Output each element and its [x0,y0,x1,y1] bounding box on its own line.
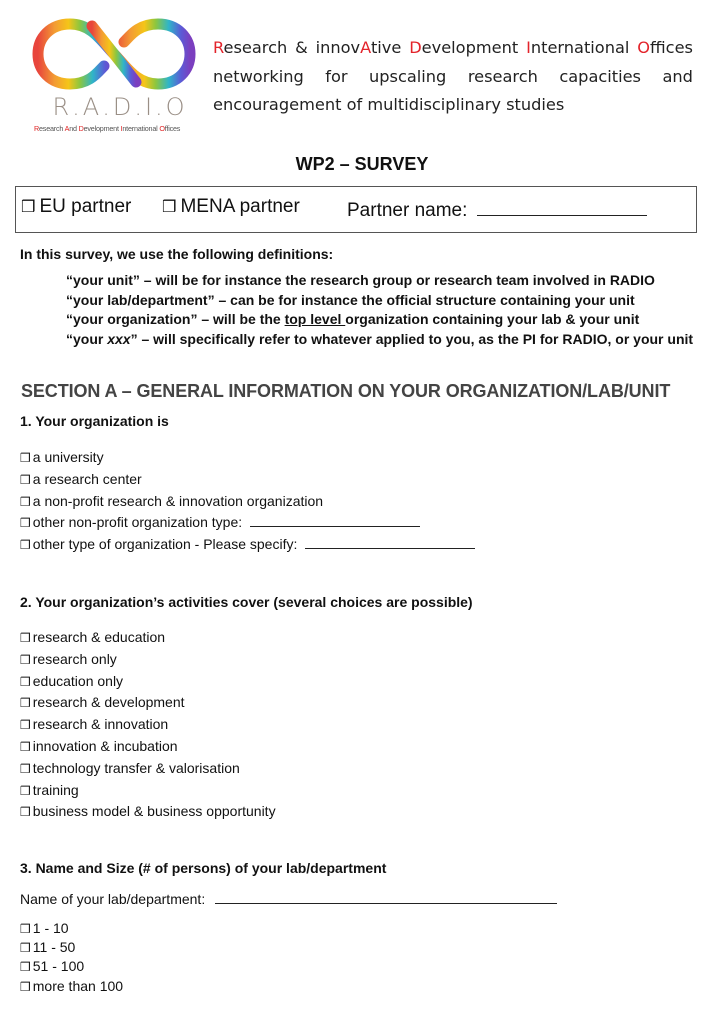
definition-item [66,310,693,330]
option-label: other type of organization - Please specify: [32,536,298,553]
eu-partner-checkbox[interactable] [21,196,131,218]
checkbox-option[interactable] [20,736,276,758]
checkbox-icon: ❒ [20,472,31,487]
tagline-initial: R [213,38,224,57]
checkbox-option[interactable] [20,977,123,996]
question-3-label: 3. Name and Size (# of persons) of your lab/department [20,860,387,876]
mena-partner-label: MENA partner [180,196,300,217]
definition-term-italic: xxx [107,330,131,347]
checkbox-option[interactable] [20,491,475,513]
header-tagline [213,34,693,120]
checkbox-icon: ❒ [20,538,31,553]
checkbox-option[interactable] [20,469,475,491]
tagline-word [637,34,693,63]
checkbox-option[interactable] [20,447,475,469]
question-3-options [20,919,123,996]
radio-logo [28,14,198,136]
section-a-heading: SECTION A – GENERAL INFORMATION ON YOUR ORGANIZATION/LAB/UNIT [21,381,671,401]
checkbox-option[interactable] [20,627,276,649]
tagline-line-2 [213,63,693,92]
option-label: a university [32,449,104,465]
definition-text: – will be for instance the research group or research team involved in RADIO [139,272,655,288]
option-label: research only [32,650,117,667]
definitions-intro: In this survey, we use the following definitions: [20,246,334,262]
logo-letter: A [82,93,103,121]
checkbox-option[interactable] [20,714,276,736]
eu-partner-label: EU partner [39,196,132,217]
fill-in-input[interactable] [305,534,475,549]
tagline-line-3-text: encouragement of multidisciplinary studies [213,95,565,114]
logo-subtitle-part: D [78,124,84,133]
tagline-word-rest: innov [315,38,361,57]
tagline-line-3 [213,91,693,120]
checkbox-icon: ❒ [20,922,31,936]
tagline-initial: D [409,38,422,57]
checkbox-icon: ❒ [20,979,31,994]
logo-subtitle-part: O [159,124,165,133]
logo-letter: . [134,93,145,121]
tagline-word: networking [213,66,304,86]
checkbox-option[interactable] [20,534,475,556]
definition-text: organization containing your lab & your unit [345,311,640,328]
logo-subtitle-part: R [34,124,39,133]
partner-name-label: Partner name: [347,200,468,221]
logo-letter: . [102,93,113,121]
checkbox-icon: ❒ [20,494,31,509]
option-label: research & innovation [32,716,169,733]
partner-name-input[interactable] [477,196,647,216]
checkbox-icon: ❒ [20,960,31,975]
option-label: innovation & incubation [32,737,178,754]
logo-subtitle-part: A [64,124,70,133]
option-label: a non-profit research & innovation organization [32,492,324,509]
checkbox-icon: ❒ [20,674,31,689]
checkbox-option[interactable] [20,938,123,957]
tagline-word-rest: tive [370,38,402,57]
option-label: 11 - 50 [32,939,76,956]
checkbox-icon: ❒ [20,631,31,645]
tagline-word: research [467,66,538,86]
tagline-word-rest: & [295,38,308,57]
option-label: education only [32,672,124,689]
option-label: 1 - 10 [32,920,69,936]
tagline-word: capacities [559,66,641,86]
tagline-word-rest: evelopment [421,38,519,57]
definition-term: “your lab/department” [66,291,215,308]
checkbox-option[interactable] [20,957,123,976]
fill-in-input[interactable] [250,512,420,527]
definition-item [66,271,693,291]
option-label: technology transfer & valorisation [32,759,240,776]
checkbox-option[interactable] [20,801,276,823]
checkbox-option[interactable] [20,758,276,780]
checkbox-icon: ❒ [20,761,31,776]
logo-wordmark [40,93,200,121]
question-1-label: 1. Your organization is [20,413,169,429]
tagline-line-1 [213,34,693,63]
checkbox-icon: ❒ [20,696,31,711]
checkbox-option[interactable] [20,692,276,714]
logo-letter: . [72,93,83,121]
tagline-initial: O [637,38,651,57]
tagline-word [526,34,629,63]
lab-name-field [20,889,557,907]
definition-term: “your organization” [66,311,198,328]
checkbox-icon: ❒ [162,197,177,216]
option-label: a research center [32,470,142,487]
tagline-word [213,34,287,63]
checkbox-icon: ❒ [20,451,31,465]
option-label: more than 100 [32,977,124,994]
option-label: research & education [32,629,166,645]
checkbox-icon: ❒ [20,718,31,733]
logo-letter: R [52,93,73,121]
tagline-word-rest: esearch [223,38,288,57]
logo-letter: I [144,93,156,121]
definition-term: “your unit” [66,272,140,288]
logo-subtitle-part: I [120,124,123,133]
definition-text: – will be the [197,311,285,328]
logo-letter: . [155,93,166,121]
logo-subtitle-part: nd [69,124,79,133]
definition-underlined: top level [284,311,346,328]
lab-name-label: Name of your lab/department: [20,891,206,907]
tagline-word: upscaling [369,66,447,86]
question-2-options [20,627,276,823]
definition-item [66,291,693,311]
option-label: research & development [32,694,185,711]
checkbox-icon: ❒ [20,805,31,820]
definitions-list [66,271,693,349]
question-2-label: 2. Your organization’s activities cover (several choices are possible) [20,594,473,610]
checkbox-option[interactable] [20,649,276,671]
mena-partner-checkbox[interactable] [162,196,300,218]
logo-subtitle [34,124,180,133]
logo-subtitle-part: nternational [122,124,160,133]
option-label: training [32,781,79,798]
option-label: other non-profit organization type: [32,514,243,531]
definition-term: “your [66,330,108,347]
definition-text: – will specifically refer to whatever applied to you, as the PI for RADIO, or your unit [137,330,694,347]
definition-text: – can be for instance the official structure containing your unit [214,291,635,308]
lab-name-input[interactable] [215,889,557,904]
option-label: business model & business opportunity [32,803,276,820]
question-1-options [20,447,475,556]
logo-subtitle-part: ffices [164,124,181,133]
checkbox-icon: ❒ [20,941,31,956]
tagline-initial: A [360,38,371,57]
tagline-word: for [325,66,348,86]
page-title: WP2 – SURVEY [295,154,429,174]
logo-subtitle-part: esearch [39,124,65,133]
checkbox-icon: ❒ [20,516,31,531]
checkbox-icon: ❒ [21,197,36,216]
tagline-word [409,34,518,63]
partner-box [15,186,697,233]
tagline-word-rest: nternational [530,38,630,57]
tagline-word: and [662,66,693,86]
option-label: 51 - 100 [32,958,85,975]
logo-letter: D [112,93,135,121]
checkbox-option[interactable] [20,671,276,693]
checkbox-icon: ❒ [20,783,31,798]
definition-item [66,330,693,350]
checkbox-option[interactable] [20,512,475,534]
partner-name-field [347,196,647,222]
tagline-word [295,34,308,63]
logo-letter: O [165,93,188,121]
tagline-initial: I [526,38,531,57]
checkbox-option[interactable] [20,780,276,802]
definition-term: ” [130,330,138,347]
checkbox-icon: ❒ [20,739,31,754]
checkbox-option[interactable] [20,919,123,938]
checkbox-icon: ❒ [20,652,31,667]
tagline-word-rest: ffices [650,38,693,57]
logo-subtitle-part: evelopment [83,124,121,133]
tagline-word [316,34,402,63]
infinity-logo-icon [32,14,196,94]
